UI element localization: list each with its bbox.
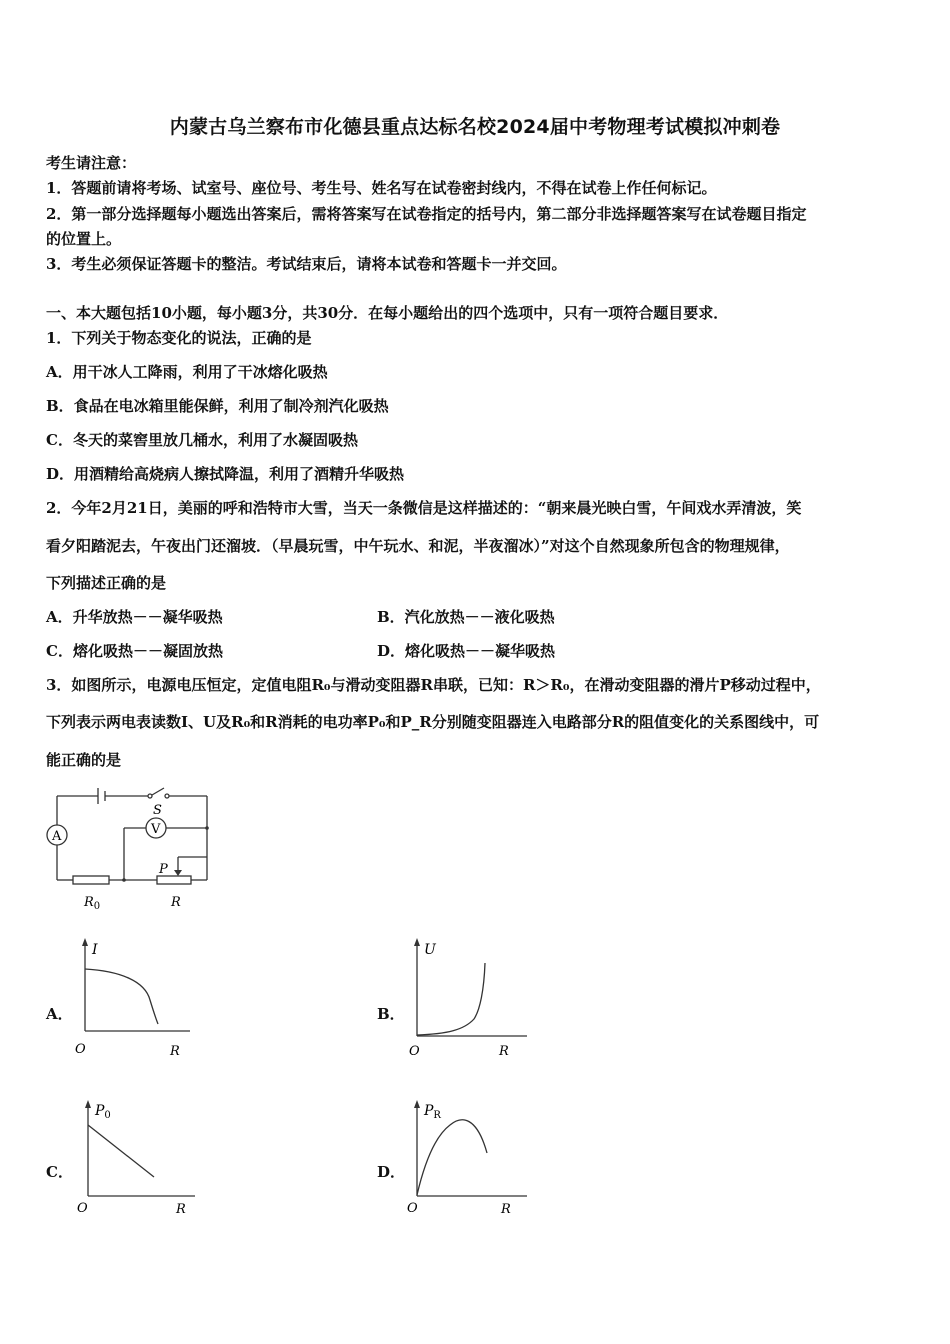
notice-heading: 考生请注意： [46,154,137,172]
graph-b-label: B． [377,1005,405,1023]
q1-option-b: B．食品在电冰箱里能保鲜，利用了制冷剂汽化吸热 [46,397,389,415]
q2-option-a: A．升华放热－－凝华吸热 [46,608,223,626]
slider-arrow [174,870,182,876]
q3-stem-line1: 3．如图所示，电源电压恒定，定值电阻R₀与滑动变阻器R串联，已知：R＞R₀，在滑动变阻器的滑片P移动过程中， [46,676,821,694]
notice-item-3: 3．考生必须保证答题卡的整洁。考试结束后，请将本试卷和答题卡一并交回。 [46,255,567,273]
curve-u-vs-r [417,963,485,1035]
graph-d-y-label: $P_R$ [424,1103,441,1121]
q3-stem-line3: 能正确的是 [46,751,122,769]
graph-b-x-label: R [499,1044,509,1059]
q2-option-b: B．汽化放热－－液化吸热 [377,608,555,626]
curve-pr-vs-r [417,1120,487,1195]
resistor-r0 [73,876,109,884]
switch-label: S [153,803,162,818]
q2-option-c: C．熔化吸热－－凝固放热 [46,642,223,660]
r0-label: $R_0$ [84,895,101,912]
graph-a [70,935,200,1065]
page-title: 内蒙古乌兰察布市化德县重点达标名校2024届中考物理考试模拟冲刺卷 [169,116,781,138]
graph-d-origin: O [407,1201,418,1216]
notice-item-2: 2．第一部分选择题每小题选出答案后，需将答案写在试卷指定的括号内，第二部分非选择题答案写在试卷题目指定 [46,205,807,223]
q3-stem-line2: 下列表示两电表读数I、U及R₀和R消耗的电功率P₀和P_R分别随变阻器连入电路部分R的阻值变化的关系图线中，可 [46,713,820,731]
q2-stem-line2: 看夕阳踏泥去，午夜出门还溜坡．（早晨玩雪，中午玩水、和泥，半夜溜冰）”对这个自然现象所包含的物理规律， [46,537,790,555]
resistor-r [157,876,191,884]
circuit-diagram [40,780,220,915]
slider-label: P [159,862,168,877]
graph-c-x-label: R [176,1202,186,1217]
q1-stem: 1．下列关于物态变化的说法，正确的是 [46,329,312,347]
q2-option-d: D．熔化吸热－－凝华吸热 [377,642,556,660]
graph-b-y-label: U [424,942,436,958]
graph-c-y-label: $P_0$ [95,1103,111,1121]
ammeter-label: A [52,829,62,844]
graph-d [402,1095,532,1225]
graph-b [402,935,532,1065]
q1-option-a: A．用干冰人工降雨，利用了干冰熔化吸热 [46,363,328,381]
r-label: R [171,895,181,910]
graph-a-y-label: I [92,942,98,958]
q1-option-d: D．用酒精给高烧病人擦拭降温，利用了酒精升华吸热 [46,465,405,483]
graph-d-label: D． [377,1163,406,1181]
graph-a-label: A． [46,1005,73,1023]
line-p0-vs-r [88,1125,154,1177]
notice-item-1: 1．答题前请将考场、试室号、座位号、考生号、姓名写在试卷密封线内，不得在试卷上作任何标记。 [46,179,717,197]
switch-blade [152,788,164,795]
graph-c-origin: O [77,1201,88,1216]
graph-a-origin: O [75,1042,86,1057]
q2-stem-line1: 2．今年2月21日，美丽的呼和浩特市大雪，当天一条微信是这样描述的：“朝来晨光映白雪，午间戏水弄清波，笑 [46,499,802,517]
graph-b-origin: O [409,1044,420,1059]
section-heading: 一、本大题包括10小题，每小题3分，共30分．在每小题给出的四个选项中，只有一项符合题目要求． [46,304,729,322]
graph-a-x-label: R [170,1044,180,1059]
graph-d-x-label: R [501,1202,511,1217]
voltmeter-label: V [151,822,161,837]
q2-stem-line3: 下列描述正确的是 [46,574,167,592]
graph-c-label: C． [46,1163,73,1181]
curve-i-vs-r [85,969,158,1024]
graph-c [70,1095,200,1225]
q1-option-c: C．冬天的菜窖里放几桶水，利用了水凝固吸热 [46,431,358,449]
notice-item-2-cont: 的位置上。 [46,230,122,248]
